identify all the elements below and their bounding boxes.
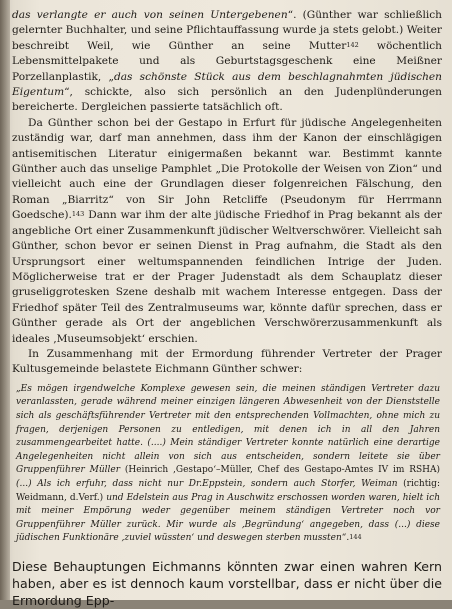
page-gutter-shadow	[0, 0, 10, 600]
quote-fragment: das schönste Stück aus dem beschlagnahmten jüdischen Eigentum	[12, 70, 442, 99]
paragraph-1: das verlangte er auch von seinen Untergebenen“. (Günther war schließlich gelernter Buchhalter, und seine Pflichtauffassung wurde ja stets gelobt.) Weiter beschreibt Weil, wie Günther an seine Mutter$^{142}$ wöchentlich Lebensmittelpakete und als Geburtstagsgeschenk eine Meißner Porzellanplastik, „das schönste Stück aus dem beschlagnahmten jüdischen Eigentum“, schickte, also sich persönlich an den Judenplünderungen bereicherte. Dergleichen passierte tatsächlich oft.	[12, 9, 442, 114]
quote-fragment: das verlangte er auch von seinen Untergebenen	[12, 9, 288, 21]
paragraph-2: Da Günther schon bei der Gestapo in Erfurt für jüdische Angelegenheiten zuständig war, darf man annehmen, dass ihm der Kanon der einschlägigen antisemitischen Literatur einigermaßen bekannt war. Bestimmt kannte Günther auch das unselige Pamphlet „Die Protokolle der Weisen von Zion“ und vielleicht auch eine der Grundlagen dieser folgenreichen Fälschung, den Roman „Biarritz“ von Sir John Retcliffe (Pseudonym für Herrmann Goedsche).$^{143}$ Dann war ihm der alte jüdische Friedhof in Prag bekannt als der angebliche Ort einer Zusammenkunft jüdischer Weltverschwörer. Vielleicht sah Günther, schon bevor er seinen Dienst in Prag aufnahm, die Stadt als den Ursprungsort einer weltumspannenden feindlichen Intrige der Juden. Möglicherweise trat er der Prager Judenstadt als dem Schauplatz dieser gruseliggrotesken Szene deshalb mit wachem Interesse entgegen. Dass der Friedhof später Teil des Zentralmuseums war, könnte dafür sprechen, dass er Günther gerade als Ort der angeblichen Verschwörerzusammenkunft als ideales ‚Museumsobjekt‘ erschien.	[12, 116, 442, 345]
block-quote: „Es mögen irgendwelche Komplexe gewesen sein, die meinen ständigen Vertreter dazu veranlassten, gerade während meiner einzigen längeren Abwesenheit von der Dienststelle sich als geschäftsführender Vertreter mit den entsprechenden Vollmachten, ohne mich zu fragen, derjenigen Personen zu entledigen, mit denen ich in all den Jahren zusammengearbeitet hatte. (....) Mein ständiger Vertreter konnte natürlich eine derartige Angelegenheiten nicht allein von sich aus entscheiden, sondern leitete sie über Gruppenführer Müller (Heinrich ‚Gestapo‘–Müller, Chef des Gestapo-Amtes IV im RSHA) (...) Als ich erfuhr, dass nicht nur Dr.Eppstein, sondern auch Storfer, Weiman (richtig: Weidmann, d.Verf.) und Edelstein aus Prag in Auschwitz erschossen worden waren, hielt ich mit meiner Empörung weder gegenüber meinem ständigen Vertreter noch vor Gruppenführer Müller zurück. Mir wurde als ‚Begründung‘ angegeben, dass (...) diese jüdischen Funktionäre ‚zuviel wüssten‘ und deswegen sterben mussten“.$^{144}$	[16, 383, 440, 544]
paragraph-4: Diese Behauptungen Eichmanns könnten zwar einen wahren Kern haben, aber es ist dennoch kaum vorstellbar, dass er nicht über die Ermordung Epp-	[12, 558, 442, 608]
footnote-ref-142: 142	[346, 40, 359, 49]
footnote-ref-144: 144	[349, 533, 362, 542]
footnote-ref-143: 143	[71, 210, 85, 219]
paragraph-3: In Zusammenhang mit der Ermordung führender Vertreter der Prager Kultusgemeinde belastete Eichmann Günther schwer:	[12, 347, 442, 376]
text-column	[12, 8, 442, 609]
